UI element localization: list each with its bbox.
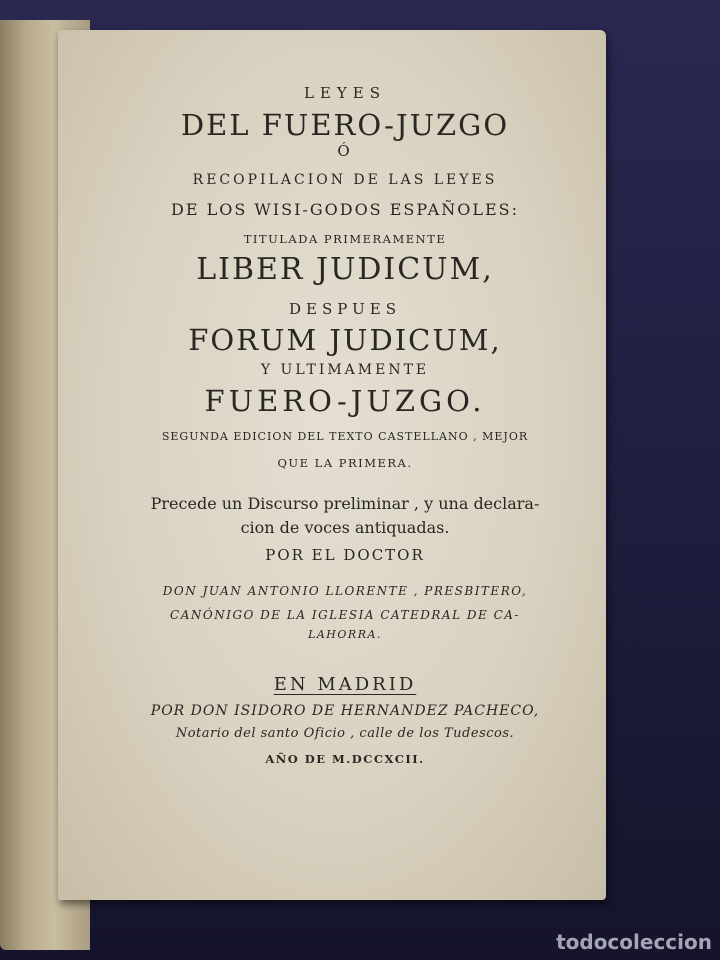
author-line: CANÓNIGO DE LA IGLESIA CATEDRAL DE CA- [170, 608, 520, 622]
edition-line: SEGUNDA EDICION DEL TEXTO CASTELLANO , MEJOR [161, 430, 529, 443]
author-line: LAHORRA. [308, 628, 382, 641]
title-line: Ó [337, 142, 353, 160]
title-line: DESPUES [289, 300, 401, 318]
title-line: TITULADA PRIMERAMENTE [243, 232, 447, 246]
title-fuero-juzgo: FUERO-JUZGO. [204, 384, 486, 418]
imprint-printer: POR DON ISIDORO DE HERNANDEZ PACHECO, [150, 703, 540, 719]
title-liber-judicum: LIBER JUDICUM, [196, 252, 494, 287]
imprint-city: EN MADRID [273, 674, 417, 695]
preface-line: Precede un Discurso preliminar , y una declara- [150, 494, 540, 513]
author-by: POR EL DOCTOR [265, 546, 425, 564]
preface-line: cion de voces antiquadas. [240, 518, 450, 537]
imprint-year: AÑO DE M.DCCXCII. [265, 752, 425, 766]
title-main: DEL FUERO-JUZGO [180, 108, 510, 142]
edition-line: QUE LA PRIMERA. [277, 456, 413, 470]
title-line: LEYES [303, 84, 387, 102]
title-line: DE LOS WISI-GODOS ESPAÑOLES: [171, 200, 519, 219]
author-line: DON JUAN ANTONIO LLORENTE , PRESBITERO, [162, 584, 528, 598]
watermark: todocoleccion [556, 930, 712, 954]
title-line: RECOPILACION DE LAS LEYES [192, 172, 498, 188]
imprint-address: Notario del santo Oficio , calle de los Tudescos. [175, 726, 515, 741]
title-line: Y ULTIMAMENTE [260, 362, 430, 378]
title-forum-judicum: FORUM JUDICUM, [188, 323, 502, 357]
